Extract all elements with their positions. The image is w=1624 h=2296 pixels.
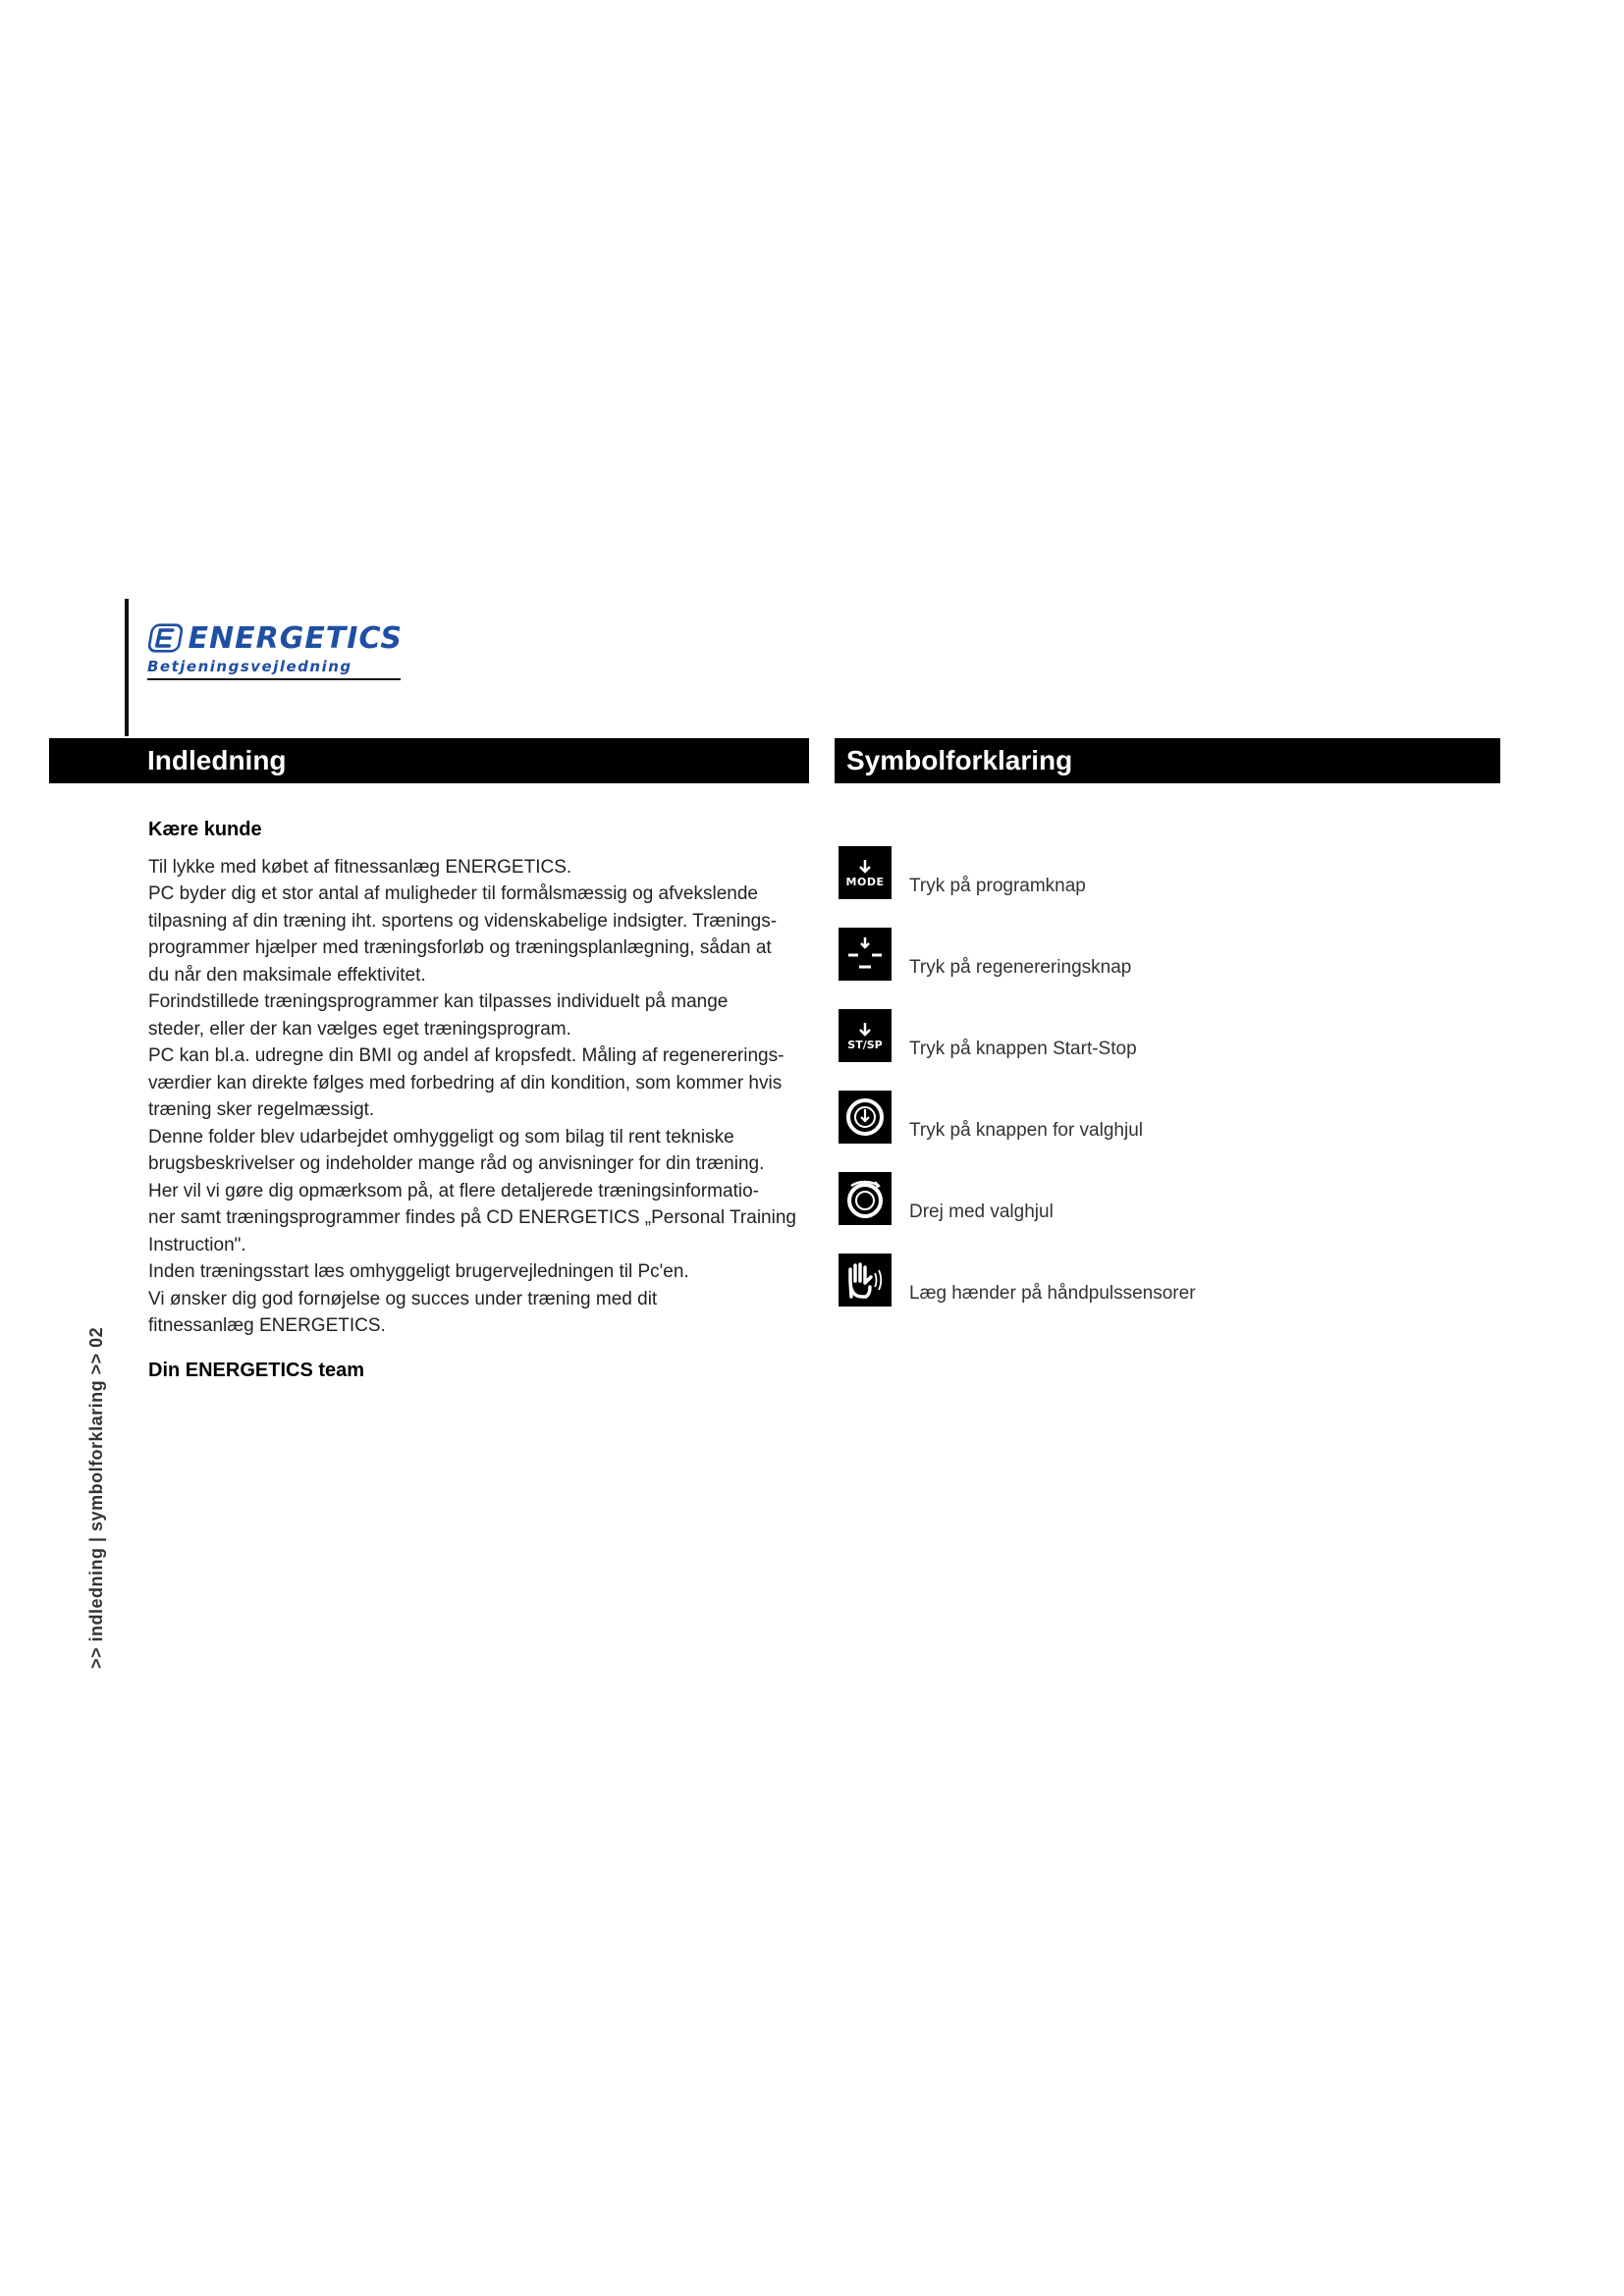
- icon-text: MODE: [845, 875, 885, 888]
- regeneration-button-icon: [839, 928, 892, 981]
- section-header-indledning: [49, 738, 809, 783]
- intro-line: Til lykke med købet af fitnessanlæg ENERGETICS.: [148, 856, 572, 878]
- symbol-label: Tryk på knappen for valghjul: [909, 1120, 1143, 1141]
- intro-line: programmer hjælper med træningsforløb og træningsplanlægning, sådan at: [148, 937, 772, 958]
- section-title: Symbolforklaring: [846, 745, 1073, 775]
- dial-press-icon: [839, 1091, 892, 1144]
- energetics-e-icon: [147, 620, 183, 656]
- signoff: Din ENERGETICS team: [148, 1359, 365, 1381]
- hand-pulse-icon: [839, 1254, 892, 1307]
- intro-line: fitnessanlæg ENERGETICS.: [148, 1315, 386, 1336]
- intro-line: værdier kan direkte følges med forbedring af din kondition, som kommer hvis: [148, 1072, 783, 1094]
- section-title: Indledning: [147, 745, 287, 775]
- side-caption: >> indledning | symbolforklaring >> 02: [86, 1326, 106, 1669]
- start-stop-button-icon: [839, 1009, 892, 1062]
- symbol-item-hand-pulse: [839, 1254, 1467, 1307]
- icon-text: ST/SP: [847, 1038, 883, 1051]
- symbol-label: Tryk på knappen Start-Stop: [909, 1039, 1137, 1059]
- intro-column: [148, 817, 816, 1384]
- intro-line: tilpasning af din træning iht. sportens og videnskabelige indsigter. Trænings-: [148, 910, 778, 932]
- intro-line: træning sker regelmæssigt.: [148, 1099, 375, 1120]
- intro-line: du når den maksimale effektivitet.: [148, 964, 426, 986]
- intro-line: Forindstillede træningsprogrammer kan tilpasses individuelt på mange: [148, 991, 729, 1012]
- intro-body: [148, 854, 816, 1340]
- intro-line: PC byder dig et stor antal af muligheder til formålsmæssig og afvekslende: [148, 883, 758, 904]
- symbol-item-dial-press: [839, 1091, 1467, 1144]
- brand-name: ENERGETICS: [188, 620, 403, 656]
- section-header-symbolforklaring: [835, 738, 1500, 783]
- mode-button-icon: [839, 846, 892, 899]
- symbol-item-start-stop: [839, 1009, 1467, 1062]
- intro-line: brugsbeskrivelser og indeholder mange råd og anvisninger for din træning.: [148, 1153, 765, 1174]
- intro-line: Instruction".: [148, 1234, 246, 1255]
- symbol-label: Læg hænder på håndpulssensorer: [909, 1283, 1196, 1304]
- intro-line: PC kan bl.a. udregne din BMI og andel af kropsfedt. Måling af regenererings-: [148, 1045, 785, 1066]
- symbol-item-dial-rotate: [839, 1172, 1467, 1225]
- intro-line: Inden træningsstart læs omhyggeligt brugervejledningen til Pc'en.: [148, 1261, 689, 1282]
- intro-line: Her vil vi gøre dig opmærksom på, at flere detaljerede træningsinformatio-: [148, 1180, 759, 1201]
- symbol-label: Drej med valghjul: [909, 1201, 1054, 1222]
- vertical-rule: [125, 599, 129, 736]
- salutation: Kære kunde: [148, 819, 262, 840]
- intro-line: ner samt træningsprogrammer findes på CD ENERGETICS „Personal Training: [148, 1207, 796, 1228]
- intro-line: Denne folder blev udarbejdet omhyggeligt og som bilag til rent tekniske: [148, 1126, 734, 1148]
- symbol-label: Tryk på programknap: [909, 876, 1086, 896]
- symbol-item-mode: [839, 846, 1467, 899]
- dial-rotate-icon: [839, 1172, 892, 1225]
- intro-line: steder, eller der kan vælges eget træningsprogram.: [148, 1018, 571, 1040]
- symbol-label: Tryk på regenereringsknap: [909, 957, 1132, 978]
- symbol-item-regeneration: [839, 928, 1467, 981]
- header-underline: [147, 678, 401, 680]
- intro-line: Vi ønsker dig god fornøjelse og succes under træning med dit: [148, 1288, 658, 1309]
- brand-logo: [147, 620, 403, 680]
- brand-subtitle: Betjeningsvejledning: [147, 658, 352, 675]
